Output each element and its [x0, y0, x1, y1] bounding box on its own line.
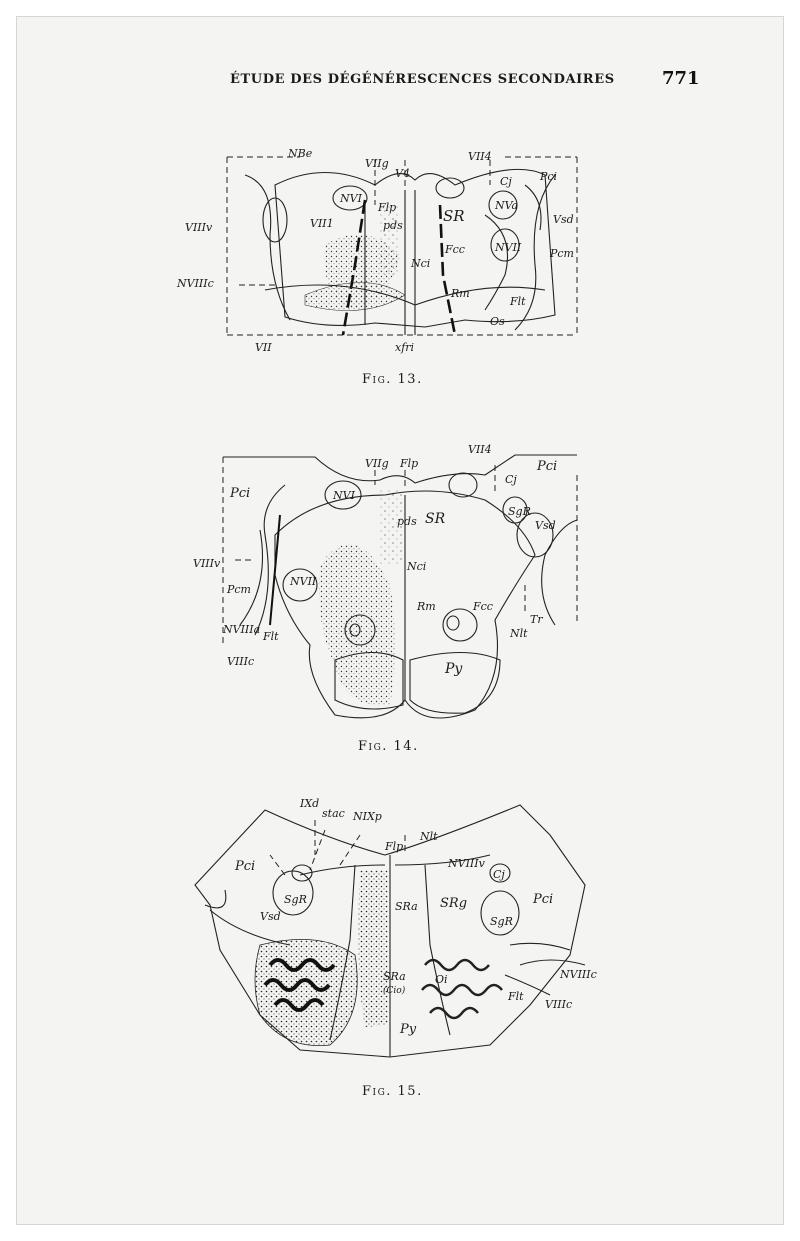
fig15-label-Flp: Flp: [385, 840, 404, 853]
figure-14: [193, 443, 595, 725]
fig13-label-Pcm: Pcm: [550, 247, 574, 260]
figure-14-drawing: [193, 443, 595, 725]
fig13-label-Os: Os: [490, 315, 505, 328]
fig15-label-Py: Py: [400, 1022, 417, 1037]
fig14-label-SgR: SgR: [508, 505, 531, 518]
fig14-label-VIIg: VIIg: [365, 457, 389, 470]
fig15-label-Oi: Oi: [435, 973, 448, 986]
fig14-label-Py: Py: [445, 661, 463, 677]
fig14-label-NVIIIa: NVIIIa: [223, 623, 261, 636]
fig15-label-SRa-Cio: SRa: [383, 970, 406, 983]
fig15-label-Flt: Flt: [508, 990, 524, 1003]
fig13-label-SR: SR: [443, 207, 465, 225]
fig13-label-VII: VII: [255, 341, 272, 354]
fig13-label-V4: V4: [395, 167, 410, 180]
fig13-label-Fcc: Fcc: [445, 243, 465, 256]
fig14-label-NVI: NVI: [333, 489, 355, 502]
fig13-label-NVII: NVII: [495, 241, 522, 254]
fig13-label-Flt: Flt: [510, 295, 526, 308]
fig13-label-Rm: Rm: [451, 287, 470, 300]
fig13-label-pds: pds: [383, 219, 403, 232]
fig15-label-SgR-left: SgR: [284, 893, 307, 906]
fig14-label-Pci-left: Pci: [230, 486, 251, 501]
fig15-label-NIXp: NIXp: [353, 810, 382, 823]
figure-15-caption: Fig. 15.: [362, 1084, 423, 1099]
figure-13: [177, 145, 595, 354]
fig13-label-VII1: VII1: [310, 217, 334, 230]
fig13-label-xfri: xfri: [395, 341, 415, 354]
fig13-label-NVIIIc: NVIIIc: [177, 277, 214, 290]
fig15-label-NVIIIv: NVIIIv: [448, 857, 485, 870]
fig14-label-SR: SR: [425, 511, 446, 527]
fig15-label-SRg: SRg: [440, 896, 468, 911]
figure-14-caption: Fig. 14.: [358, 739, 419, 754]
fig14-label-pds: pds: [397, 515, 417, 528]
fig15-label-NVIIIc: NVIIIc: [560, 968, 597, 981]
fig14-label-Flt: Flt: [263, 630, 279, 643]
fig14-label-Nlt: Nlt: [510, 627, 528, 640]
fig14-label-Rm: Rm: [417, 600, 436, 613]
fig15-label-VIIIc: VIIIc: [545, 998, 573, 1011]
figure-13-caption: Fig. 13.: [362, 372, 423, 387]
fig13-label-VIIIv: VIIIv: [185, 221, 213, 234]
fig14-label-Pci-right: Pci: [537, 459, 558, 474]
fig15-label-SgR-right: SgR: [490, 915, 513, 928]
fig14-label-Nci: Nci: [407, 560, 427, 573]
page-number: 771: [662, 68, 700, 89]
fig14-label-VII4: VII4: [468, 443, 492, 456]
fig14-label-VIIIv: VIIIv: [193, 557, 221, 570]
fig14-label-Pcm: Pcm: [227, 583, 251, 596]
fig14-label-VIIIc: VIIIc: [227, 655, 255, 668]
fig13-label-Nci: Nci: [411, 257, 431, 270]
fig15-label-Nlt: Nlt: [420, 830, 438, 843]
figure-15-drawing: [190, 795, 610, 1065]
fig14-label-Tr: Tr: [530, 613, 543, 626]
fig14-label-NVII: NVII: [290, 575, 317, 588]
fig13-label-NVa: NVa: [495, 199, 519, 212]
fig13-label-NBe: NBe: [288, 147, 313, 160]
fig13-label-Pci: Pci: [540, 170, 558, 183]
page-header: [0, 68, 800, 96]
fig14-label-Flp: Flp: [400, 457, 419, 470]
fig15-label-stac: stac: [322, 807, 345, 820]
fig14-label-Fcc: Fcc: [473, 600, 493, 613]
fig15-label-Pci-right: Pci: [533, 892, 554, 907]
fig13-label-Flp: Flp: [378, 201, 397, 214]
fig14-label-Cj: Cj: [505, 473, 517, 486]
figure-15: [190, 795, 610, 1065]
fig15-label-Pci-left: Pci: [235, 859, 256, 874]
running-title: ÉTUDE DES DÉGÉNÉRESCENCES SECONDAIRES: [230, 72, 615, 87]
fig15-label-Vsd: Vsd: [260, 910, 281, 923]
fig14-label-Vsd: Vsd: [535, 519, 556, 532]
fig15-label-Cj: Cj: [493, 868, 505, 881]
fig15-label-IXd: IXd: [300, 797, 320, 810]
fig13-label-VIIg: VIIg: [365, 157, 389, 170]
fig15-label-Cio: (Cio): [383, 986, 406, 996]
figure-13-drawing: [177, 145, 595, 354]
fig15-label-SRa: SRa: [395, 900, 418, 913]
fig13-label-Vsd: Vsd: [553, 213, 574, 226]
fig13-label-VII4: VII4: [468, 150, 492, 163]
fig13-label-Cj: Cj: [500, 175, 512, 188]
fig13-label-NVI: NVI: [340, 192, 362, 205]
